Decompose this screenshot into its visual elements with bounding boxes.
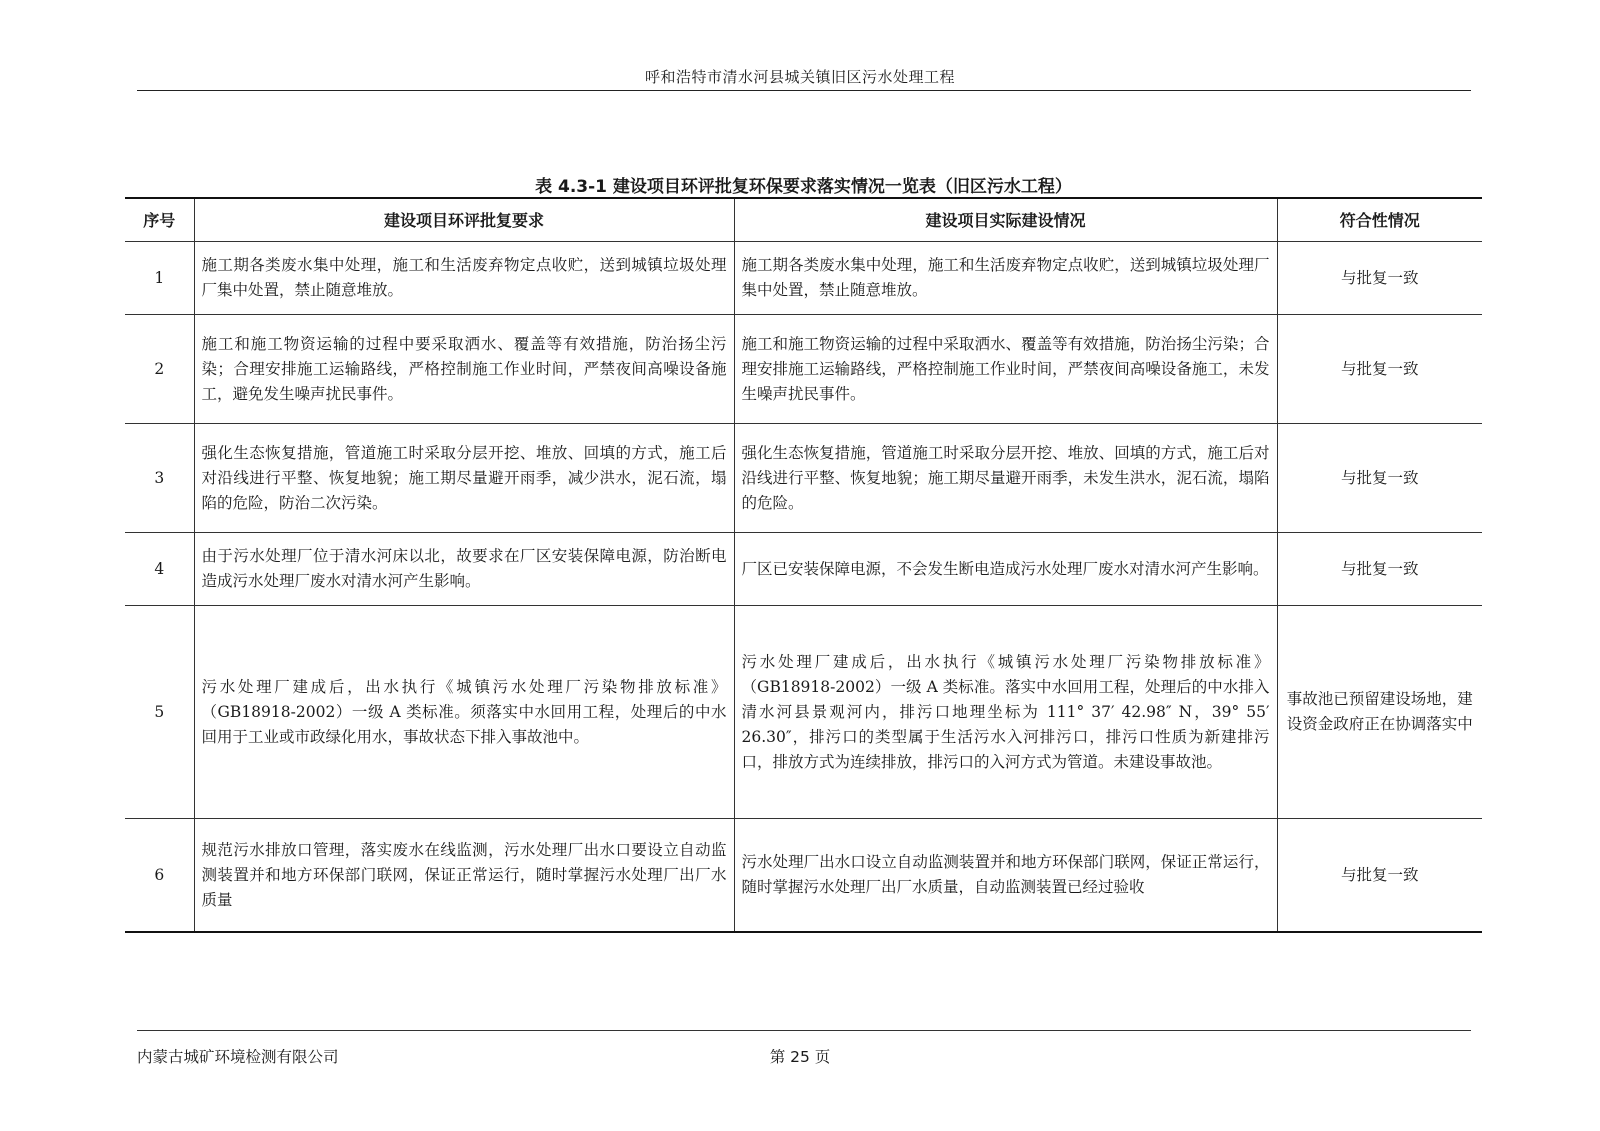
table-row — [125, 819, 1482, 933]
table-row — [125, 424, 1482, 533]
footer-page-number: 第 25 页 — [769, 1048, 831, 1066]
compliance-cell: 与批复一致 — [1277, 819, 1482, 933]
requirement-cell: 规范污水排放口管理，落实废水在线监测，污水处理厂出水口要设立自动监测装置并和地方环保部门联网，保证正常运行，随时掌握污水处理厂出厂水质量 — [194, 819, 734, 933]
table-header-row — [125, 198, 1482, 242]
actual-cell: 厂区已安装保障电源，不会发生断电造成污水处理厂废水对清水河产生影响。 — [734, 533, 1277, 606]
column-header-actual: 建设项目实际建设情况 — [734, 198, 1277, 242]
compliance-cell: 与批复一致 — [1277, 315, 1482, 424]
actual-cell: 污水处理厂出水口设立自动监测装置并和地方环保部门联网，保证正常运行，随时掌握污水处理厂出厂水质量，自动监测装置已经过验收 — [734, 819, 1277, 933]
compliance-cell: 事故池已预留建设场地，建设资金政府正在协调落实中 — [1277, 606, 1482, 819]
table-row — [125, 606, 1482, 819]
requirement-cell: 强化生态恢复措施，管道施工时采取分层开挖、堆放、回填的方式，施工后对沿线进行平整、恢复地貌；施工期尽量避开雨季，减少洪水，泥石流，塌陷的危险，防治二次污染。 — [194, 424, 734, 533]
footer-company: 内蒙古城矿环境检测有限公司 — [137, 1048, 339, 1066]
column-header-compliance: 符合性情况 — [1277, 198, 1482, 242]
column-header-requirement: 建设项目环评批复要求 — [194, 198, 734, 242]
page-header-title: 呼和浩特市清水河县城关镇旧区污水处理工程 — [644, 68, 955, 86]
row-number: 1 — [125, 242, 194, 315]
compliance-cell: 与批复一致 — [1277, 242, 1482, 315]
table-row — [125, 315, 1482, 424]
requirement-cell: 污水处理厂建成后，出水执行《城镇污水处理厂污染物排放标准》（GB18918-2002）一级 A 类标准。须落实中水回用工程，处理后的中水回用于工业或市政绿化用水，事故状态下排入事故池中。 — [194, 606, 734, 819]
requirement-cell: 施工期各类废水集中处理，施工和生活废弃物定点收贮，送到城镇垃圾处理厂集中处置，禁止随意堆放。 — [194, 242, 734, 315]
footer-divider — [137, 1030, 1471, 1031]
row-number: 4 — [125, 533, 194, 606]
row-number: 5 — [125, 606, 194, 819]
table-row — [125, 533, 1482, 606]
table-caption: 表 4.3-1 建设项目环评批复环保要求落实情况一览表（旧区污水工程） — [535, 177, 1072, 197]
actual-cell: 污水处理厂建成后，出水执行《城镇污水处理厂污染物排放标准》（GB18918-2002）一级 A 类标准。落实中水回用工程，处理后的中水排入清水河县景观河内，排污口地理坐标为 111° 37′ 42.98″ N，39° 55′ 26.30″，排污口的类型属于生活污水入河排污口，排污口性质为新建排污口，排放方式为连续排放，排污口的入河方式为管道。未建设事故池。 — [734, 606, 1277, 819]
actual-cell: 施工期各类废水集中处理，施工和生活废弃物定点收贮，送到城镇垃圾处理厂集中处置，禁止随意堆放。 — [734, 242, 1277, 315]
row-number: 2 — [125, 315, 194, 424]
column-header-no: 序号 — [125, 198, 194, 242]
requirements-table — [125, 197, 1482, 933]
compliance-cell: 与批复一致 — [1277, 424, 1482, 533]
actual-cell: 施工和施工物资运输的过程中采取洒水、覆盖等有效措施，防治扬尘污染；合理安排施工运输路线，严格控制施工作业时间，严禁夜间高噪设备施工，未发生噪声扰民事件。 — [734, 315, 1277, 424]
compliance-cell: 与批复一致 — [1277, 533, 1482, 606]
requirement-cell: 施工和施工物资运输的过程中要采取洒水、覆盖等有效措施，防治扬尘污染；合理安排施工运输路线，严格控制施工作业时间，严禁夜间高噪设备施工，避免发生噪声扰民事件。 — [194, 315, 734, 424]
actual-cell: 强化生态恢复措施，管道施工时采取分层开挖、堆放、回填的方式，施工后对沿线进行平整、恢复地貌；施工期尽量避开雨季，未发生洪水，泥石流，塌陷的危险。 — [734, 424, 1277, 533]
header-divider — [137, 90, 1471, 91]
table-row — [125, 242, 1482, 315]
row-number: 6 — [125, 819, 194, 933]
row-number: 3 — [125, 424, 194, 533]
requirement-cell: 由于污水处理厂位于清水河床以北，故要求在厂区安装保障电源，防治断电造成污水处理厂废水对清水河产生影响。 — [194, 533, 734, 606]
